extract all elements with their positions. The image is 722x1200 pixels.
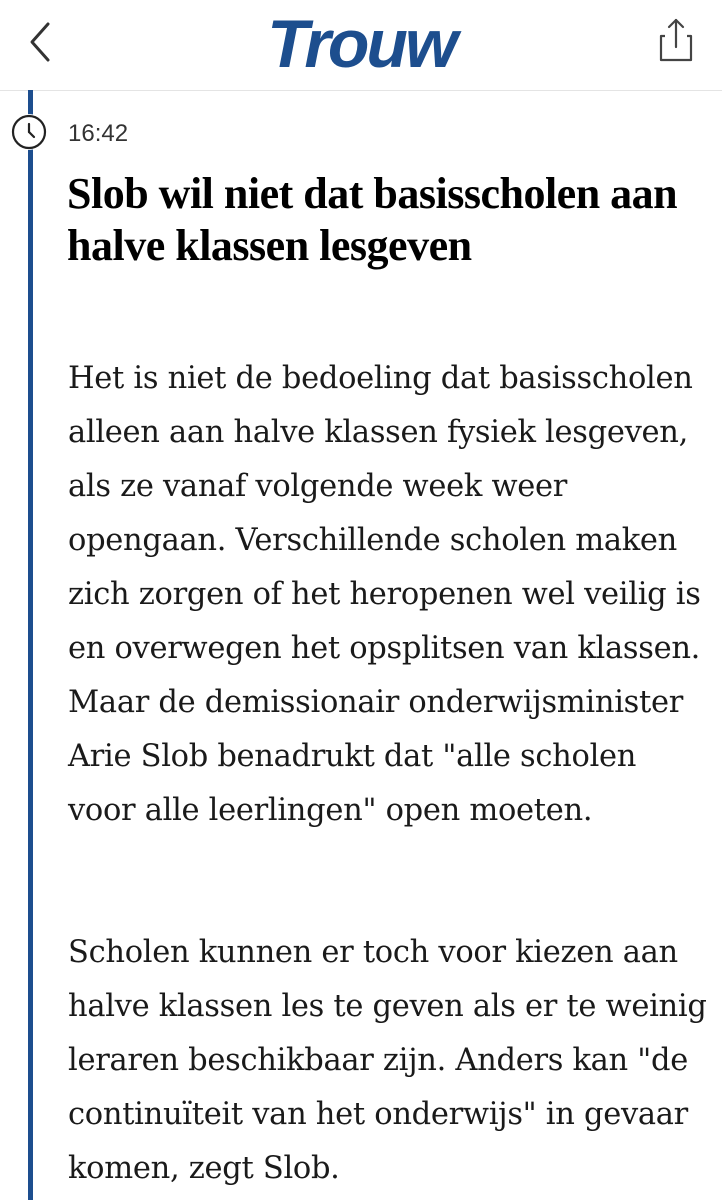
- trouw-logo[interactable]: Trouw: [267, 6, 455, 82]
- clock-icon: [11, 114, 47, 150]
- share-button[interactable]: [656, 16, 696, 66]
- post-time: 16:42: [68, 120, 129, 147]
- article-paragraph-1: Het is niet de bedoeling dat basisscholen alleen aan halve klassen fysiek lesgeven, als ze vanaf volgende week weer opengaan. Verschillende scholen maken zich zorgen of het heropenen wel veilig is en overwegen het opsplitsen van klassen. Maar de demissionair onderwijsminister Arie Slob benadrukt dat "alle scholen voor alle leerlingen" open moeten.: [68, 361, 701, 828]
- article-paragraph-2: Scholen kunnen er toch voor kiezen aan halve klassen les te geven als er te weinig leraren beschikbaar zijn. Anders kan "de continuïteit van het onderwijs" in gevaar komen, zegt Slob.: [68, 935, 707, 1186]
- article-headline: Slob wil niet dat basisscholen aan halve klassen lesgeven: [67, 169, 678, 270]
- liveblog-timeline: [28, 90, 33, 1200]
- share-icon: [656, 16, 696, 66]
- top-navigation-bar: [0, 0, 722, 91]
